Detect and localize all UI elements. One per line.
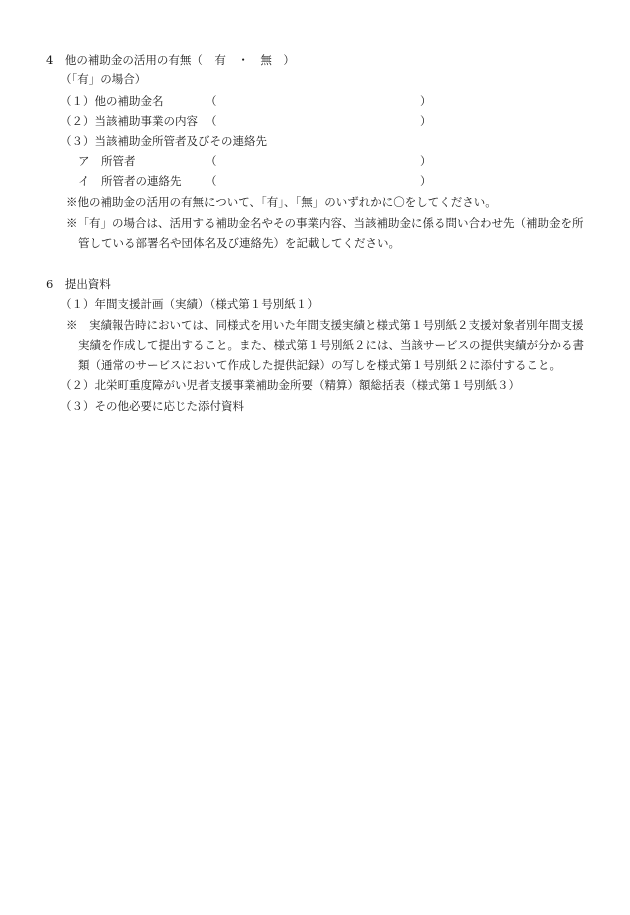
- section6-item1: （１）年間支援計画（実績）（様式第１号別紙１）: [60, 297, 319, 311]
- section6-item3: （３）その他必要に応じた添付資料: [60, 399, 244, 413]
- section4-item3a-label: ア 所管者: [78, 154, 136, 168]
- section4-note1: ※他の補助金の活用の有無について、「有」、「無」のいずれかに〇をしてください。: [66, 195, 497, 209]
- section4-item3-label: （３）当該補助金所管者及びその連絡先: [60, 134, 267, 148]
- section6-item2: （２）北栄町重度障がい児者支援事業補助金所要（精算）額総括表（様式第１号別紙３）: [60, 378, 520, 392]
- section4-item3b-label: イ 所管者の連絡先: [78, 174, 182, 188]
- section4-item3b-open-paren: （: [205, 174, 217, 188]
- section4-item2-label: （２）当該補助事業の内容: [60, 114, 198, 128]
- section6-heading: 6 提出資料: [46, 277, 111, 291]
- section6-note-line1: ※ 実績報告時においては、同様式を用いた年間支援実績と様式第１号別紙２支援対象者別年間支援: [66, 318, 584, 332]
- section4-note2-line2: 管している部署名や団体名及び連絡先）を記載してください。: [78, 236, 400, 250]
- section4-case-note: （「有」の場合）: [60, 72, 147, 86]
- section4-item2-open-paren: （: [205, 114, 217, 128]
- section6-note-line2: 実績を作成して提出すること。また、様式第１号別紙２には、当該サービスの提供実績が分かる書: [78, 338, 584, 352]
- section4-note2-line1: ※「有」の場合は、活用する補助金名やその事業内容、当該補助金に係る問い合わせ先（補助金を所: [66, 216, 584, 230]
- section4-item3a-open-paren: （: [205, 154, 217, 168]
- section4-item1-close-paren: ）: [420, 94, 432, 108]
- section4-heading: 4 他の補助金の活用の有無（ 有 ・ 無 ）: [46, 53, 295, 67]
- section4-item3b-close-paren: ）: [420, 174, 432, 188]
- section4-item1-open-paren: （: [205, 94, 217, 108]
- section4-item3a-close-paren: ）: [420, 154, 432, 168]
- section4-item2-close-paren: ）: [420, 114, 432, 128]
- section6-note-line3: 類（通常のサービスにおいて作成した提供記録）の写しを様式第１号別紙２に添付すること。: [78, 358, 561, 372]
- section4-item1-label: （１）他の補助金名: [60, 94, 164, 108]
